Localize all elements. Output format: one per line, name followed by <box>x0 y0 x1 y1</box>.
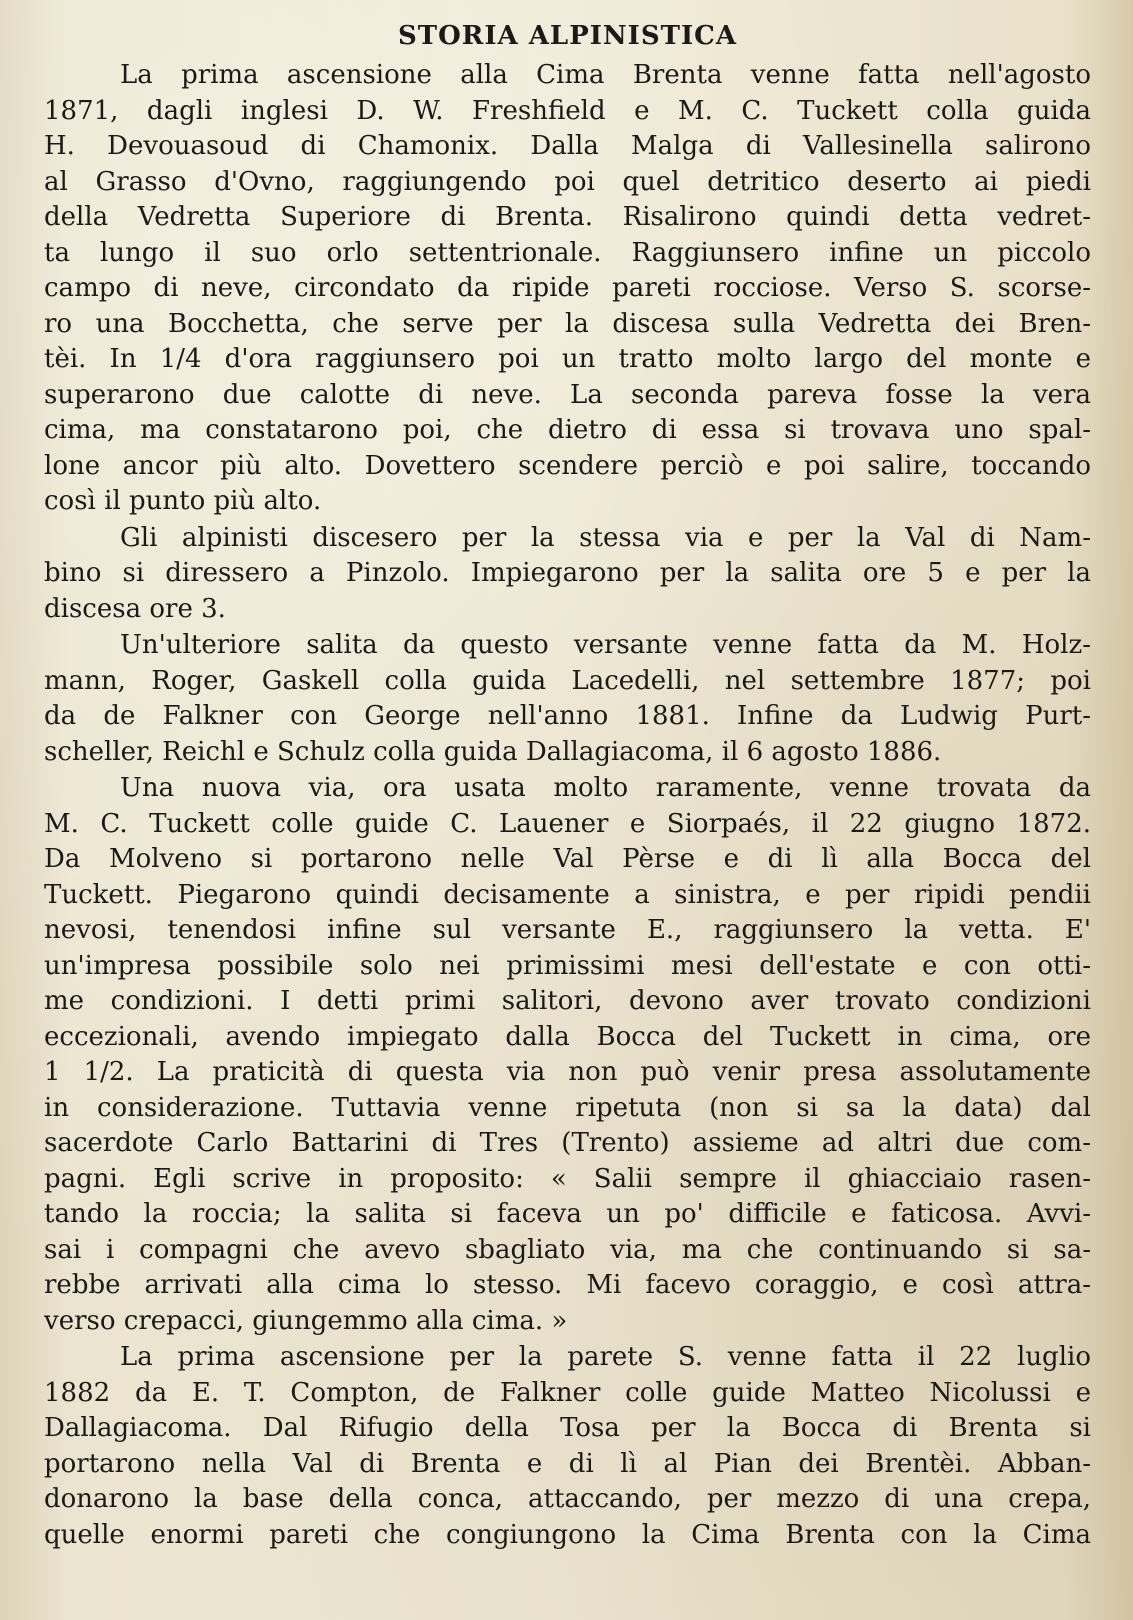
text-line: campo di neve, circondato da ripide pareti rocciose. Verso S. scorse- <box>44 273 1091 303</box>
text-line: un'impresa possibile solo nei primissimi mesi dell'estate e con otti- <box>44 950 1091 981</box>
text-line: me condizioni. I detti primi salitori, devono aver trovato condizioni <box>44 986 1091 1016</box>
text-line: donarono la base della conca, attaccando, per mezzo di una crepa, <box>44 1484 1091 1514</box>
text-line: superarono due calotte di neve. La seconda pareva fosse la vera <box>44 379 1091 410</box>
text-line: bino si diressero a Pinzolo. Impiegarono per la salita ore 5 e per la <box>44 558 1091 588</box>
text-line: in considerazione. Tuttavia venne ripetuta (non si sa la data) dal <box>44 1092 1091 1123</box>
paragraph-descent <box>44 521 1091 628</box>
text-line: rebbe arrivati alla cima lo stesso. Mi facevo coraggio, e così attra- <box>44 1270 1091 1300</box>
text-line: pagni. Egli scrive in proposito: « Salii sempre il ghiacciaio rasen- <box>44 1163 1091 1194</box>
text-line: 1871, dagli inglesi D. W. Freshfield e M. C. Tuckett colla guida <box>44 95 1091 126</box>
text-line: tando la roccia; la salita si faceva un po' difficile e faticosa. Avvi- <box>44 1199 1091 1229</box>
section-title: STORIA ALPINISTICA <box>397 21 737 51</box>
text-line: portarono nella Val di Brenta e di lì al Pian dei Brentèi. Abban- <box>44 1448 1091 1479</box>
text-line: al Grasso d'Ovno, raggiungendo poi quel detritico deserto ai piedi <box>44 166 1091 197</box>
text-line: della Vedretta Superiore di Brenta. Risalirono quindi detta vedret- <box>44 202 1091 232</box>
paragraph-new-route <box>44 771 1091 1339</box>
text-line: Gli alpinisti discesero per la stessa via e per la Val di Nam- <box>120 522 1091 553</box>
text-line: così il punto più alto. <box>44 486 322 516</box>
text-line: Un'ulteriore salita da questo versante venne fatta da M. Holz- <box>120 630 1091 660</box>
text-line: H. Devouasoud di Chamonix. Dalla Malga di Vallesinella salirono <box>44 131 1091 161</box>
text-line: ta lungo il suo orlo settentrionale. Raggiunsero infine un piccolo <box>44 237 1091 268</box>
text-line: mann, Roger, Gaskell colla guida Lacedelli, nel settembre 1877; poi <box>44 665 1091 696</box>
paragraph-first-ascent <box>44 58 1091 520</box>
text-line: Dallagiacoma. Dal Rifugio della Tosa per la Bocca di Brenta si <box>44 1413 1091 1443</box>
paragraph-south-face <box>44 1340 1091 1553</box>
text-line: La prima ascensione alla Cima Brenta venne fatta nell'agosto <box>120 60 1091 90</box>
text-line: ro una Bocchetta, che serve per la discesa sulla Vedretta dei Bren- <box>44 308 1091 339</box>
text-line: La prima ascensione per la parete S. venne fatta il 22 luglio <box>120 1342 1091 1372</box>
text-line: Una nuova via, ora usata molto raramente, venne trovata da <box>120 773 1091 803</box>
text-line: da de Falkner con George nell'anno 1881. Infine da Ludwig Purt- <box>44 701 1091 731</box>
text-line: tèi. In 1/4 d'ora raggiunsero poi un tratto molto largo del monte e <box>44 344 1091 374</box>
text-line: discesa ore 3. <box>44 593 226 624</box>
text-line: Tuckett. Piegarono quindi decisamente a sinistra, e per ripidi pendii <box>44 879 1091 910</box>
text-line: sacerdote Carlo Battarini di Tres (Trento) assieme ad altri due com- <box>44 1128 1091 1158</box>
text-line: 1882 da E. T. Compton, de Falkner colle guide Matteo Nicolussi e <box>44 1377 1091 1408</box>
text-line: Da Molveno si portarono nelle Val Pèrse e di lì alla Bocca del <box>44 844 1091 874</box>
text-line: nevosi, tenendosi infine sul versante E., raggiunsero la vetta. E' <box>44 915 1091 945</box>
text-line: cima, ma constatarono poi, che dietro di essa si trovava uno spal- <box>44 415 1091 445</box>
text-line: lone ancor più alto. Dovettero scendere perciò e poi salire, toccando <box>44 450 1091 481</box>
text-line: verso crepacci, giungemmo alla cima. » <box>44 1305 568 1336</box>
text-line: 1 1/2. La praticità di questa via non può venir presa assolutamente <box>44 1057 1091 1087</box>
text-line: scheller, Reichl e Schulz colla guida Dallagiacoma, il 6 agosto 1886. <box>44 736 942 767</box>
text-line: quelle enormi pareti che congiungono la Cima Brenta con la Cima <box>44 1519 1091 1550</box>
text-line: eccezionali, avendo impiegato dalla Bocca del Tuckett in cima, ore <box>44 1021 1091 1052</box>
text-line: sai i compagni che avevo sbagliato via, ma che continuando si sa- <box>44 1234 1091 1265</box>
paragraph-further-ascents <box>44 628 1091 770</box>
text-line: M. C. Tuckett colle guide C. Lauener e Siorpaés, il 22 giugno 1872. <box>44 808 1091 839</box>
